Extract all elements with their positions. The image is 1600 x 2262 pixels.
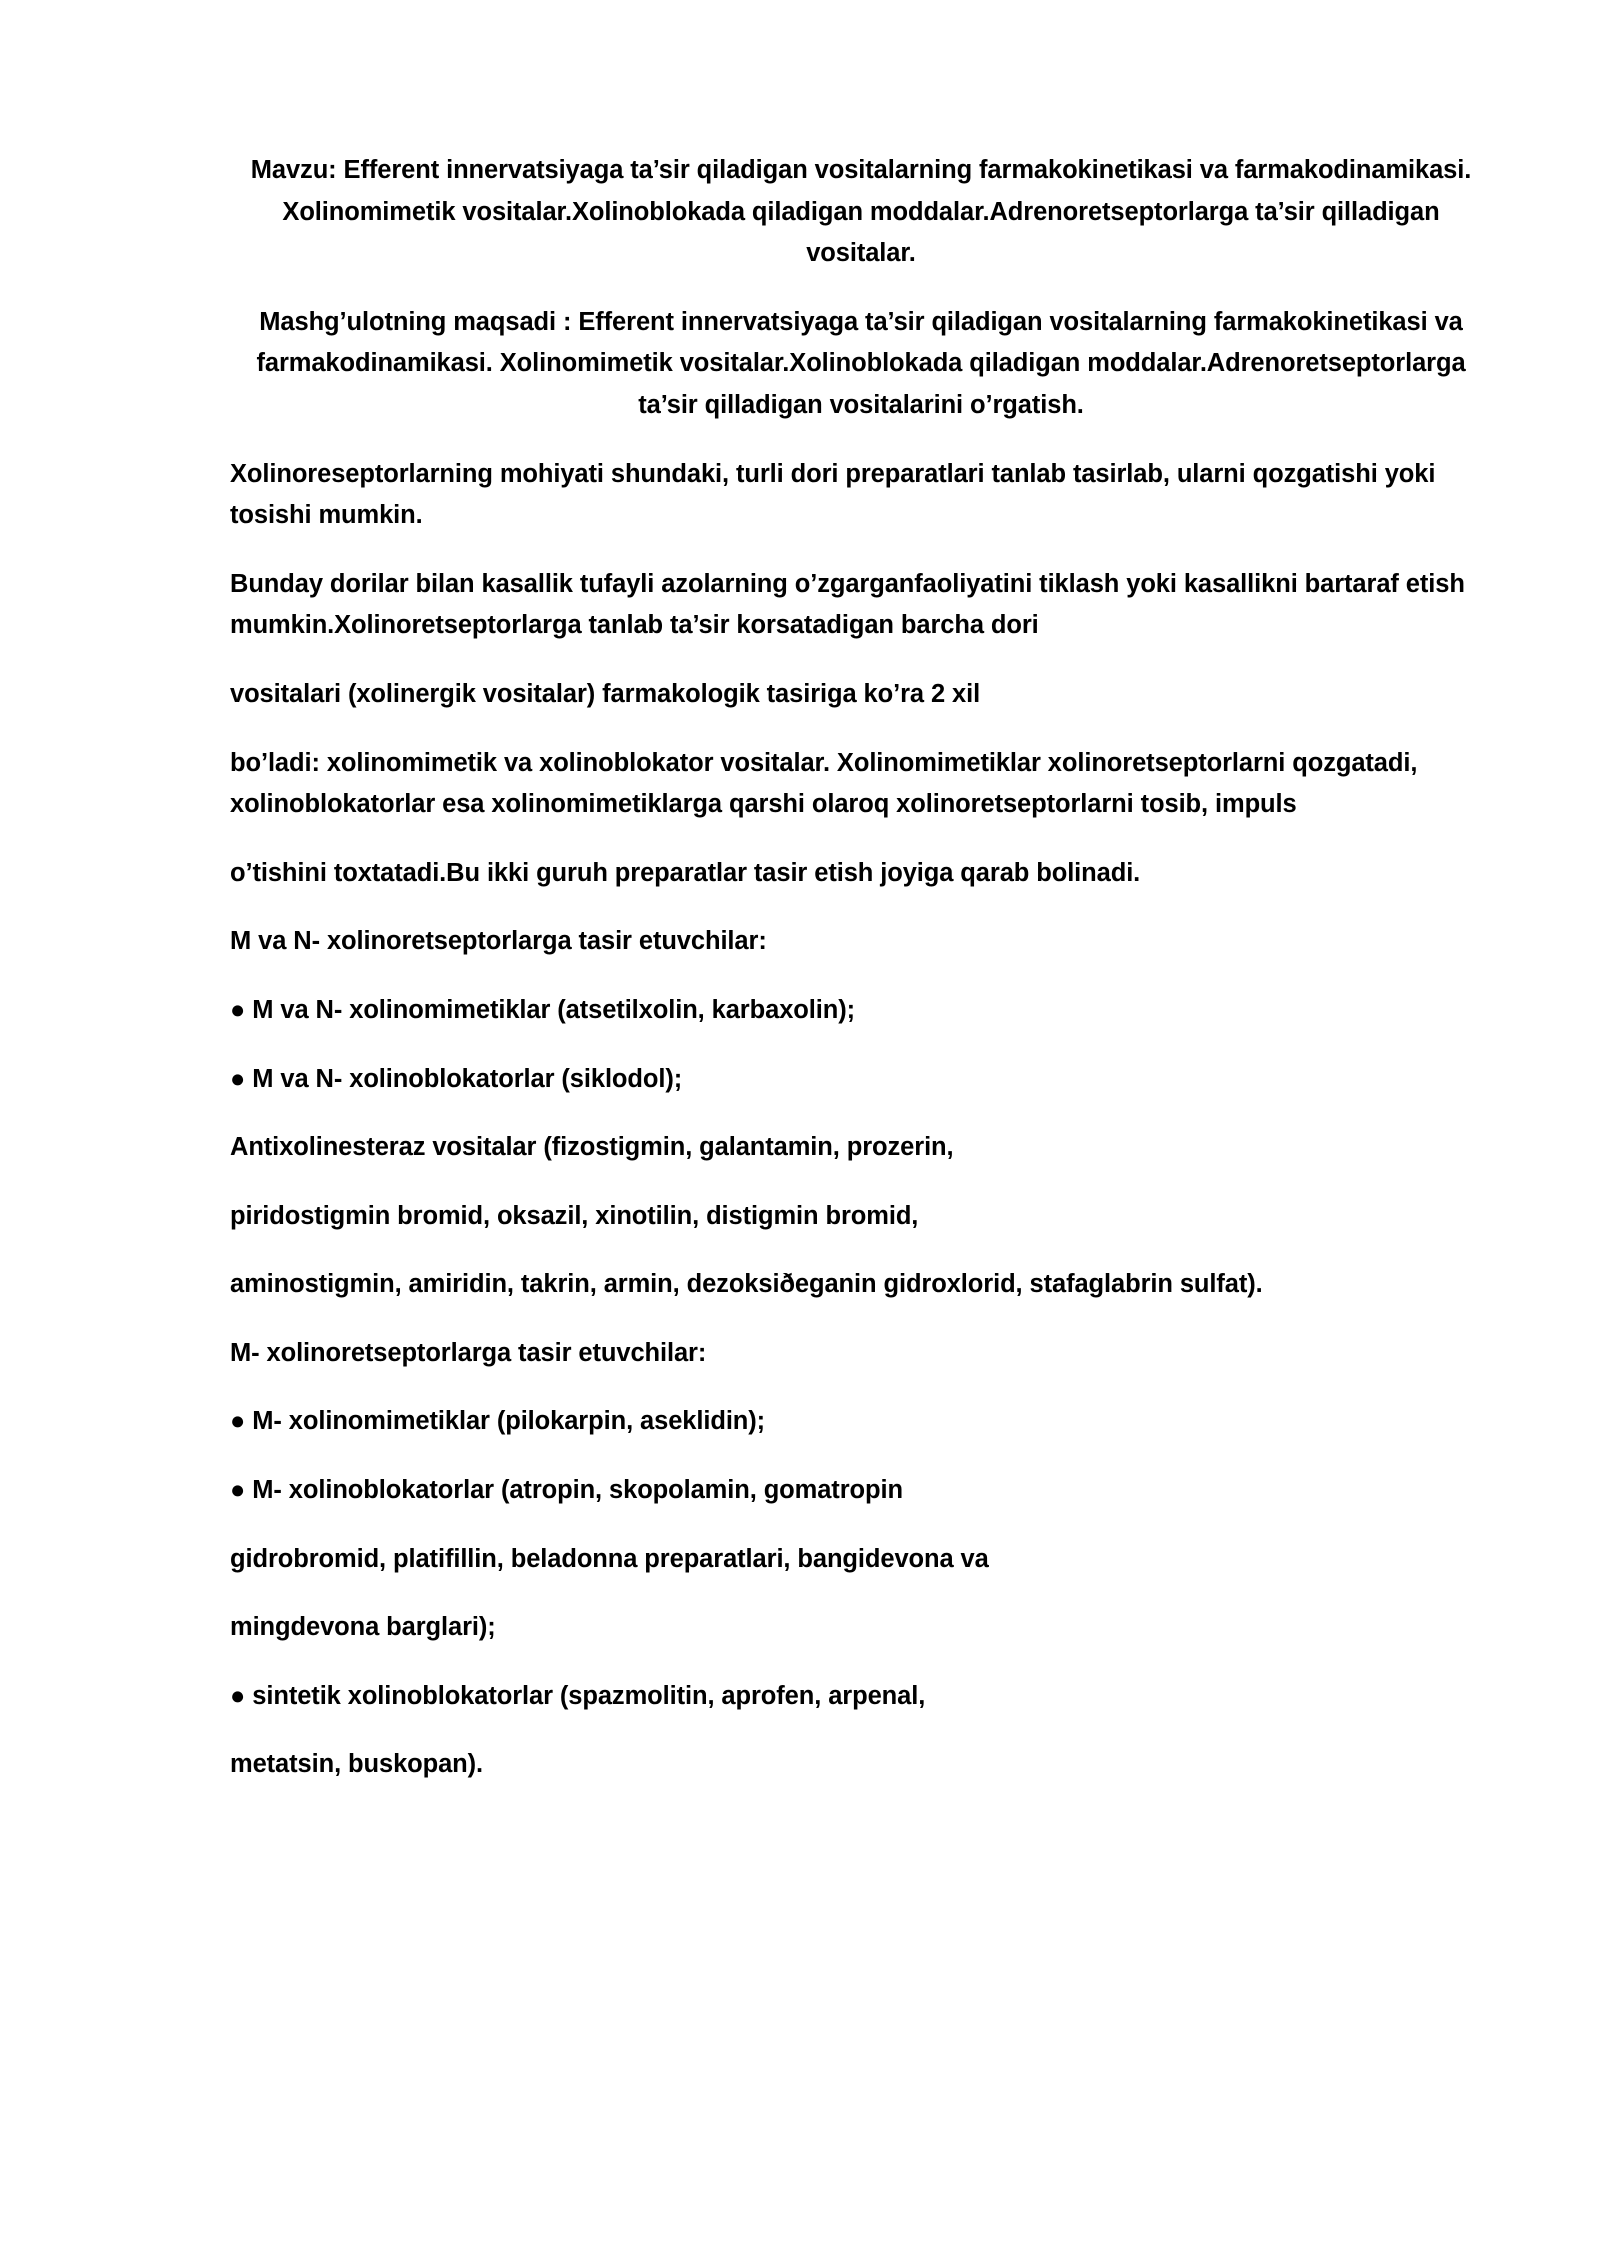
paragraph: Xolinoreseptorlarning mohiyati shundaki, turli dori preparatlari tanlab tasirlab, ularni qozgatishi yoki tosishi mumkin. [230,459,1436,530]
section-heading: M va N- xolinoretseptorlarga tasir etuvchilar: [230,927,767,956]
document-page [230,150,1492,1813]
bullet-item: ● M- xolinoblokatorlar (atropin, skopolamin, gomatropin [230,1476,903,1505]
section-heading: M- xolinoretseptorlarga tasir etuvchilar: [230,1338,707,1367]
paragraph: Antixolinesteraz vositalar (fizostigmin, galantamin, prozerin, [230,1133,954,1162]
document-title: Mavzu: Efferent innervatsiyaga ta’sir qiladigan vositalarning farmakokinetikasi va farmakodinamikasi. Xolinomimetik vositalar.Xolinoblokada qiladigan moddalar.Adrenoretseptorlarga ta’sir qilladigan vositalar. [250,156,1472,268]
paragraph: gidrobromid, platifillin, beladonna preparatlari, bangidevona va [230,1544,989,1573]
bullet-item: ● sintetik xolinoblokatorlar (spazmolitin, aprofen, arpenal, [230,1681,926,1710]
bullet-item: ● M va N- xolinomimetiklar (atsetilxolin, karbaxolin); [230,995,855,1024]
lesson-goal: Mashg’ulotning maqsadi : Efferent innervatsiyaga ta’sir qiladigan vositalarning farmakokinetikasi va farmakodinamikasi. Xolinomimetik vositalar.Xolinoblokada qiladigan moddalar.Adrenoretseptorlarga ta’sir qilladigan vositalarini o’rgatish. [256,307,1466,419]
paragraph: o’tishini toxtatadi.Bu ikki guruh preparatlar tasir etish joyiga qarab bolinadi. [230,858,1141,887]
paragraph: aminostigmin, amiridin, takrin, armin, dezoksiðeganin gidroxlorid, stafaglabrin sulfat). [230,1270,1263,1299]
bullet-item: ● M- xolinomimetiklar (pilokarpin, aseklidin); [230,1407,766,1436]
paragraph: bo’ladi: xolinomimetik va xolinoblokator vositalar. Xolinomimetiklar xolinoretseptorlarni qozgatadi, xolinoblokatorlar esa xolinomimetiklarga qarshi olaroq xolinoretseptorlarni tosib, impuls [230,748,1418,819]
paragraph: mingdevona barglari); [230,1613,496,1642]
paragraph: piridostigmin bromid, oksazil, xinotilin, distigmin bromid, [230,1201,919,1230]
bullet-item: ● M va N- xolinoblokatorlar (siklodol); [230,1064,683,1093]
paragraph: vositalari (xolinergik vositalar) farmakologik tasiriga ko’ra 2 xil [230,679,981,708]
paragraph: Bunday dorilar bilan kasallik tufayli azolarning o’zgarganfaoliyatini tiklash yoki kasallikni bartaraf etish mumkin.Xolinoretseptorlarga tanlab ta’sir korsatadigan barcha dori [230,569,1465,640]
paragraph: metatsin, buskopan). [230,1750,484,1779]
